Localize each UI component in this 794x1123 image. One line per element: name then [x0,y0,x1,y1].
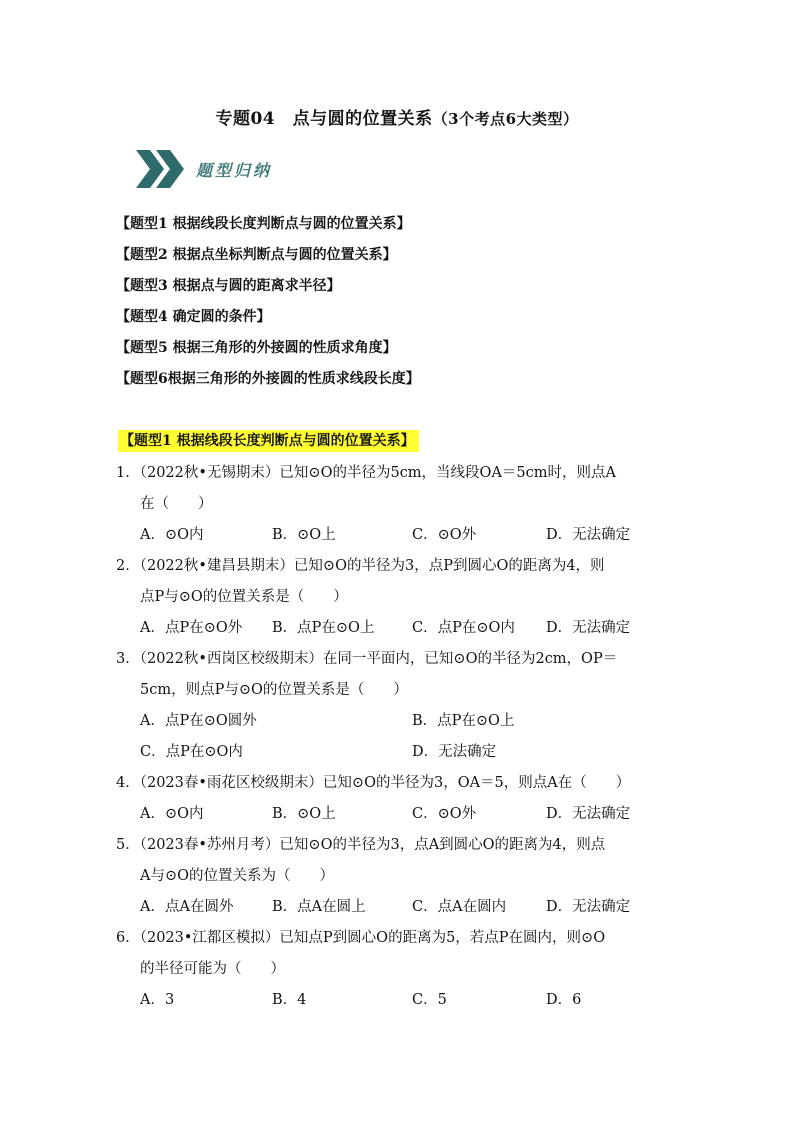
question-item [116,926,696,1019]
question-type-list [116,212,420,398]
answer-option[interactable]: B．点P在⊙O上 [412,713,515,729]
answer-option[interactable]: D．无法确定 [546,620,631,636]
answer-option[interactable]: A．点P在⊙O外 [140,620,243,636]
section-heading: 【题型1 根据线段长度判断点与圆的位置关系】 [118,430,419,452]
answer-option[interactable]: D．无法确定 [546,806,631,822]
question-item [116,647,696,771]
answer-option[interactable]: C．⊙O外 [412,527,477,543]
answer-option[interactable]: C．点A在圆内 [412,899,507,915]
answer-option[interactable]: D．无法确定 [546,899,631,915]
double-chevron-icon [134,148,190,190]
option-row [116,740,696,771]
answer-option[interactable]: A．⊙O内 [140,806,204,822]
answer-option[interactable]: D．无法确定 [546,527,631,543]
answer-option[interactable]: C．点P在⊙O内 [412,620,515,636]
answer-option[interactable]: C．5 [412,992,447,1008]
question-text: 1．（2022秋•无锡期末）已知⊙O的半径为5cm，当线段OA＝5cm时，则点A [116,465,616,481]
question-text: A与⊙O的位置关系为（ ） [140,868,335,884]
question-text: 2．（2022秋•建昌县期末）已知⊙O的半径为3，点P到圆心O的距离为4，则 [116,558,605,574]
question-item [116,554,696,647]
question-item [116,833,696,926]
question-item [116,461,696,554]
banner-label: 题型归纳 [196,161,273,180]
question-text: 5cm，则点P与⊙O的位置关系是（ ） [140,682,408,698]
question-text: 4．（2023春•雨花区校级期末）已知⊙O的半径为3，OA＝5，则点A在（ ） [116,775,631,791]
toc-item: 【题型5 根据三角形的外接圆的性质求角度】 [116,340,397,356]
answer-option[interactable]: A．点A在圆外 [140,899,234,915]
question-text: 的半径可能为（ ） [140,961,285,977]
option-row [116,895,696,926]
toc-item: 【题型6根据三角形的外接圆的性质求线段长度】 [116,371,420,387]
answer-option[interactable]: D．无法确定 [412,744,497,760]
question-text: 3．（2022秋•西岗区校级期末）在同一平面内，已知⊙O的半径为2cm，OP＝ [116,651,618,667]
question-text: 在（ ） [140,496,213,512]
answer-option[interactable]: A．3 [140,992,175,1008]
page-title [0,104,794,129]
question-list [116,461,696,1019]
question-item [116,771,696,833]
answer-option[interactable]: A．⊙O内 [140,527,204,543]
answer-option[interactable]: B．4 [272,992,307,1008]
section-banner [134,148,294,190]
toc-item: 【题型3 根据点与圆的距离求半径】 [116,278,341,294]
answer-option[interactable]: C．⊙O外 [412,806,477,822]
answer-option[interactable]: B．点A在圆上 [272,899,366,915]
question-text: 6．（2023•江都区模拟）已知点P到圆心O的距离为5，若点P在圆内，则⊙O [116,930,606,946]
option-row [116,616,696,647]
title-subtitle: （3个考点6大类型） [432,110,579,128]
answer-option[interactable]: B．点P在⊙O上 [272,620,375,636]
toc-item: 【题型2 根据点坐标判断点与圆的位置关系】 [116,247,397,263]
answer-option[interactable]: A．点P在⊙O圆外 [140,713,257,729]
option-row [116,802,696,833]
option-row [116,523,696,554]
toc-item: 【题型4 确定圆的条件】 [116,309,271,325]
answer-option[interactable]: C．点P在⊙O内 [140,744,243,760]
question-text: 5．（2023春•苏州月考）已知⊙O的半径为3，点A到圆心O的距离为4，则点 [116,837,606,853]
title-main: 专题04 点与圆的位置关系 [215,109,433,129]
answer-option[interactable]: D．6 [546,992,582,1008]
toc-item: 【题型1 根据线段长度判断点与圆的位置关系】 [116,216,411,232]
question-text: 点P与⊙O的位置关系是（ ） [140,589,348,605]
option-row [116,988,696,1019]
answer-option[interactable]: B．⊙O上 [272,806,336,822]
answer-option[interactable]: B．⊙O上 [272,527,336,543]
option-row [116,709,696,740]
